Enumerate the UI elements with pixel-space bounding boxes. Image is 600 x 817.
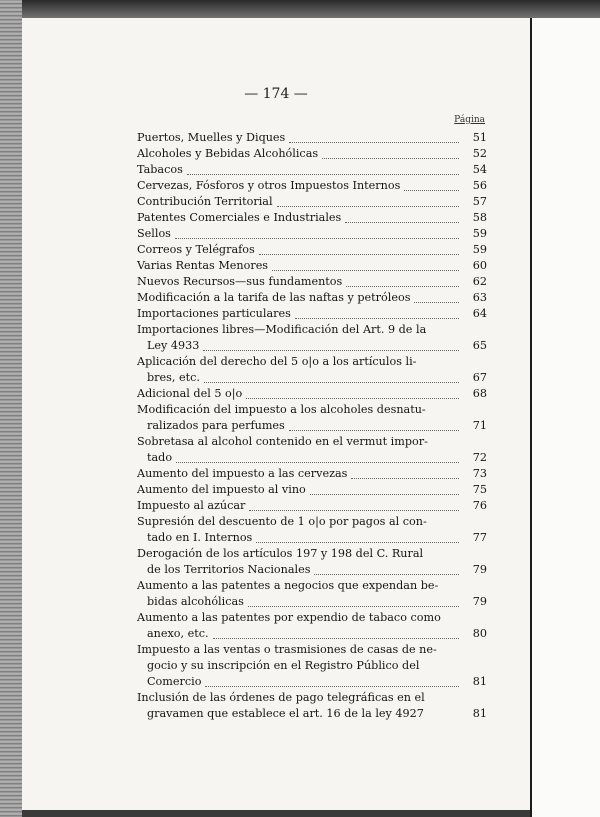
toc-entry	[137, 642, 487, 690]
toc-entry	[137, 402, 487, 434]
book-page	[22, 18, 530, 810]
toc-entry	[137, 498, 487, 514]
dot-leader	[277, 205, 459, 207]
dot-leader	[259, 253, 459, 255]
toc-entry-title: Alcoholes y Bebidas Alcohólicas	[137, 147, 319, 160]
toc-entry-page: 62	[472, 275, 487, 288]
toc-entry-page: 65	[472, 339, 487, 352]
toc-entry	[137, 610, 487, 642]
toc-entry	[137, 386, 487, 402]
scanner-left-margin	[0, 0, 22, 817]
toc-entry-page: 79	[472, 563, 487, 576]
dot-leader	[256, 541, 459, 543]
toc-entry-title: tado en I. Internos	[147, 531, 253, 544]
toc-entry	[137, 130, 487, 146]
toc-entry-page: 81	[472, 675, 487, 688]
toc-entry-title: Varias Rentas Menores	[137, 259, 269, 272]
dot-leader	[346, 285, 459, 287]
toc-entry-line: Modificación del impuesto a los alcoholes desnatu-	[137, 403, 426, 416]
toc-entry	[137, 162, 487, 178]
toc-entry-page: 63	[472, 291, 487, 304]
toc-entry-title: bidas alcohólicas	[147, 595, 244, 608]
toc-entry-page: 57	[472, 195, 487, 208]
dot-leader	[289, 141, 459, 143]
toc-entry-page: 59	[472, 243, 487, 256]
toc-entry-line: Importaciones libres—Modificación del Art. 9 de la	[137, 323, 427, 336]
toc-entry-title: Aumento del impuesto a las cervezas	[137, 467, 348, 480]
dot-leader	[322, 157, 459, 159]
toc-entry	[137, 242, 487, 258]
toc-entry-page: 80	[472, 627, 487, 640]
toc-entry-title: Correos y Telégrafos	[137, 243, 255, 256]
toc-entry-page: 77	[472, 531, 487, 544]
toc-entry-page: 68	[472, 387, 487, 400]
dot-leader	[295, 317, 459, 319]
dot-leader	[248, 605, 459, 607]
toc-entry-page: 64	[472, 307, 487, 320]
toc-entry-title: anexo, etc.	[147, 627, 209, 640]
toc-entry-title: gravamen que establece el art. 16 de la ley 4927	[147, 707, 424, 720]
toc-entry-title: Ley 4933	[147, 339, 200, 352]
dot-leader	[213, 637, 459, 639]
toc-entry-page: 60	[472, 259, 487, 272]
toc-entry-title: Modificación a la tarifa de las naftas y petróleos	[137, 291, 411, 304]
dot-leader	[175, 237, 459, 239]
toc-entry	[137, 306, 487, 322]
toc-entry	[137, 578, 487, 610]
toc-entry-title: Comercio	[147, 675, 202, 688]
toc-entry-title: Cervezas, Fósforos y otros Impuestos Internos	[137, 179, 401, 192]
dot-leader	[351, 477, 459, 479]
toc-entry	[137, 322, 487, 354]
toc-entry-title: ralizados para perfumes	[147, 419, 285, 432]
toc-entry-page: 71	[472, 419, 487, 432]
toc-entry-title: Contribución Territorial	[137, 195, 273, 208]
toc-entry-title: Aumento del impuesto al vino	[137, 483, 306, 496]
toc-entry	[137, 274, 487, 290]
toc-entry-title: Patentes Comerciales e Industriales	[137, 211, 342, 224]
toc-entry	[137, 194, 487, 210]
toc-entry	[137, 146, 487, 162]
toc-entry-page: 81	[472, 707, 487, 720]
toc-entry-page: 73	[472, 467, 487, 480]
toc-entry-title: bres, etc.	[147, 371, 200, 384]
toc-entry	[137, 466, 487, 482]
toc-entry	[137, 546, 487, 578]
scanner-top-band	[22, 0, 600, 20]
toc-entry-title: Puertos, Muelles y Diques	[137, 131, 286, 144]
dot-leader	[414, 301, 459, 303]
toc-entry-line: Derogación de los artículos 197 y 198 del C. Rural	[137, 547, 424, 560]
toc-entry-line: Supresión del descuento de 1 o|o por pagos al con-	[137, 515, 427, 528]
toc-entry-line: Inclusión de las órdenes de pago telegráficas en el	[137, 691, 425, 704]
toc-entry	[137, 434, 487, 466]
toc-entry-title: Impuesto al azúcar	[137, 499, 246, 512]
toc-entry	[137, 226, 487, 242]
toc-entry-line: Aumento a las patentes por expendio de tabaco como	[137, 611, 441, 624]
toc-entry-page: 54	[472, 163, 487, 176]
toc-entry-page: 52	[472, 147, 487, 160]
toc-entry-page: 51	[472, 131, 487, 144]
toc-entry-line: Aumento a las patentes a negocios que expendan be-	[137, 579, 439, 592]
toc-entry-page: 58	[472, 211, 487, 224]
toc-entry-title: Importaciones particulares	[137, 307, 291, 320]
page-number: — 174 —	[244, 86, 308, 102]
page-column-header: Página	[454, 115, 485, 125]
toc-entry	[137, 482, 487, 498]
toc-entry-title: de los Territorios Nacionales	[147, 563, 311, 576]
dot-leader	[204, 381, 459, 383]
dot-leader	[345, 221, 459, 223]
toc-entry-line: Sobretasa al alcohol contenido en el vermut impor-	[137, 435, 428, 448]
toc-entry-title: Nuevos Recursos—sus fundamentos	[137, 275, 343, 288]
toc-entry-page: 59	[472, 227, 487, 240]
dot-leader	[272, 269, 459, 271]
toc-entry-page: 67	[472, 371, 487, 384]
toc-entry-page: 56	[472, 179, 487, 192]
toc-entry-title: Tabacos	[137, 163, 183, 176]
dot-leader	[203, 349, 459, 351]
toc-entry-page: 79	[472, 595, 487, 608]
dot-leader	[314, 573, 459, 575]
dot-leader	[187, 173, 459, 175]
toc-entry-title: Adicional del 5 o|o	[137, 387, 243, 400]
dot-leader	[428, 718, 459, 719]
dot-leader	[404, 189, 459, 191]
toc-entry	[137, 354, 487, 386]
toc-entry-page: 75	[472, 483, 487, 496]
toc-entry-page: 76	[472, 499, 487, 512]
toc-entry-title: tado	[147, 451, 173, 464]
dot-leader	[310, 493, 459, 495]
dot-leader	[205, 685, 459, 687]
toc-entry-line: gocio y su inscripción en el Registro Público del	[147, 659, 420, 672]
toc-entry	[137, 178, 487, 194]
scanner-right-strip	[530, 18, 600, 817]
toc-entry	[137, 290, 487, 306]
table-of-contents	[137, 130, 487, 722]
toc-entry	[137, 210, 487, 226]
toc-entry	[137, 514, 487, 546]
toc-entry-line: Impuesto a las ventas o trasmisiones de casas de ne-	[137, 643, 437, 656]
toc-entry-title: Sellos	[137, 227, 171, 240]
toc-entry	[137, 690, 487, 722]
dot-leader	[246, 397, 459, 399]
dot-leader	[176, 461, 459, 463]
dot-leader	[249, 509, 459, 511]
toc-entry	[137, 258, 487, 274]
toc-entry-page: 72	[472, 451, 487, 464]
dot-leader	[289, 429, 459, 431]
toc-entry-line: Aplicación del derecho del 5 o|o a los artículos li-	[137, 355, 417, 368]
